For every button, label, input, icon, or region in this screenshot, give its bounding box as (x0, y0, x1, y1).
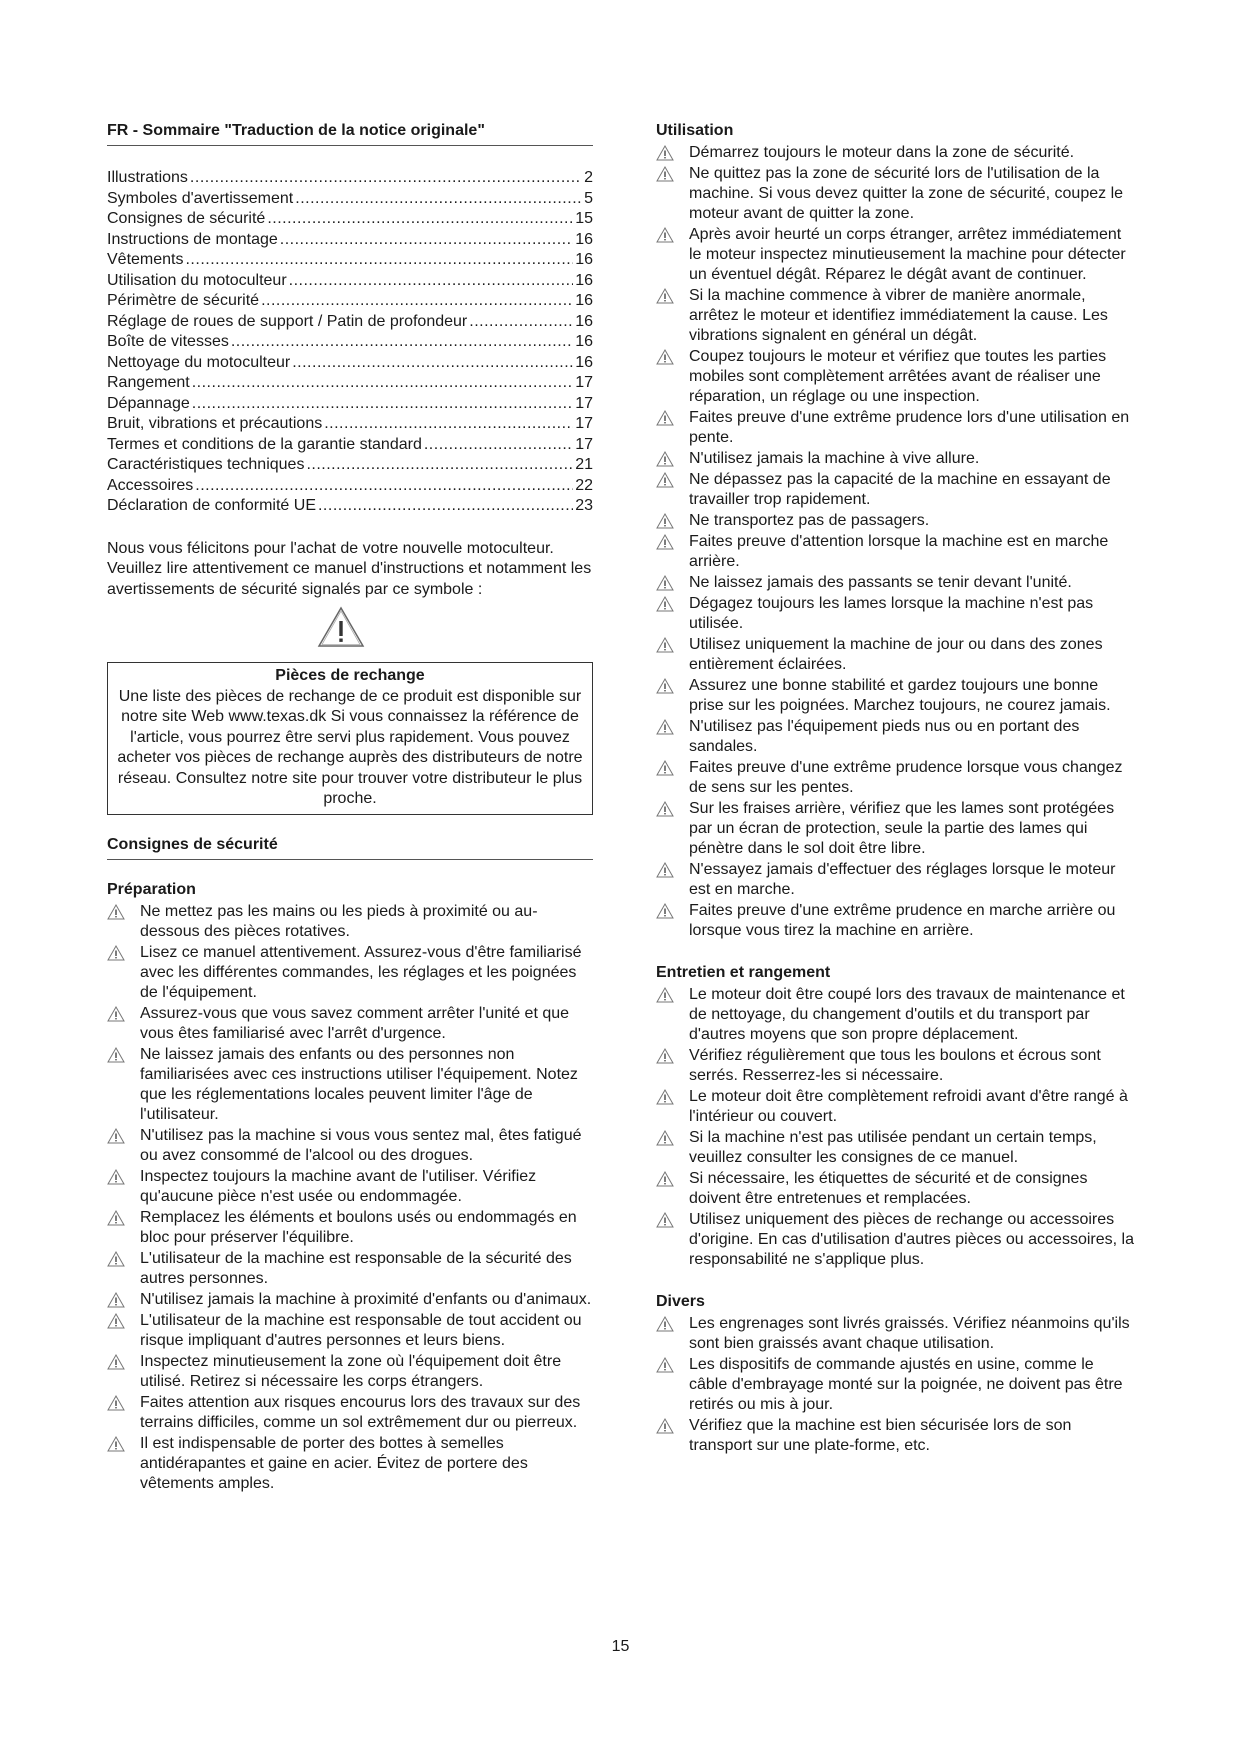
toc-entry-page: 2 (584, 169, 593, 186)
list-item: Faites preuve d'une extrême prudence lorsque vous changez de sens sur les pentes. (656, 758, 1136, 798)
preparation-title: Préparation (107, 880, 196, 898)
list-item: N'utilisez pas la machine si vous vous sentez mal, êtes fatigué ou avez consommé de l'alcool ou des drogues. (107, 1126, 593, 1166)
warning-icon (656, 449, 689, 469)
list-item: Il est indispensable de porter des bottes à semelles antidérapantes et gaine en acier. Évitez de portere des vêtements amples. (107, 1434, 593, 1494)
toc-entry[interactable] (107, 373, 593, 394)
toc-entry-label: Vêtements (107, 251, 184, 268)
warning-icon (656, 1210, 689, 1230)
list-item: Après avoir heurté un corps étranger, arrêtez immédiatement le moteur inspectez minutieusement la machine pour détecter un éventuel dégât. Réparez le dégât avant de continuer. (656, 225, 1136, 285)
toc-entry-page: 17 (575, 374, 593, 391)
list-item: Faites preuve d'une extrême prudence lors d'une utilisation en pente. (656, 408, 1136, 448)
list-item: N'utilisez jamais la machine à vive allure. (656, 449, 1136, 469)
list-item: Ne transportez pas de passagers. (656, 511, 1136, 531)
list-item: Si la machine commence à vibrer de manière anormale, arrêtez le moteur et identifiez immédiatement la cause. Les vibrations signalent en général un dégât. (656, 286, 1136, 346)
toc-entry-page: 15 (575, 210, 593, 227)
warning-icon (656, 1355, 689, 1375)
warning-icon (656, 532, 689, 552)
warning-icon (656, 799, 689, 819)
toc-entry[interactable] (107, 455, 593, 476)
warning-icon (107, 1208, 140, 1228)
warning-icon (656, 347, 689, 367)
list-item: N'utilisez pas l'équipement pieds nus ou en portant des sandales. (656, 717, 1136, 757)
warning-icon (107, 1352, 140, 1372)
list-item: Les dispositifs de commande ajustés en usine, comme le câble d'embrayage monté sur la poignée, ne doivent pas être retirés ou mis à jour. (656, 1355, 1136, 1415)
entretien-title: Entretien et rangement (656, 964, 831, 981)
list-item: Le moteur doit être complètement refroidi avant d'être rangé à l'intérieur ou couvert. (656, 1087, 1136, 1127)
divers-list (656, 1314, 1136, 1456)
warning-icon (107, 1126, 140, 1146)
toc-title: FR - Sommaire "Traduction de la notice originale" (107, 121, 593, 146)
warning-icon (656, 1416, 689, 1436)
toc-entry-label: Symboles d'avertissement (107, 189, 294, 207)
warning-icon (656, 717, 689, 737)
toc-entry-page: 16 (575, 312, 593, 330)
warning-icon (656, 164, 689, 184)
warning-icon (656, 635, 689, 655)
list-item: Faites attention aux risques encourus lors des travaux sur des terrains difficiles, comme un sol extrêmement dur ou pierreux. (107, 1393, 593, 1433)
warning-icon (656, 860, 689, 880)
toc-entry[interactable] (107, 168, 593, 189)
warning-icon (656, 1046, 689, 1066)
warning-icon (107, 1393, 140, 1413)
toc-entry-page: 16 (575, 251, 593, 268)
toc-entry-label: Nettoyage du motoculteur (107, 353, 291, 371)
list-item: Si la machine n'est pas utilisée pendant un certain temps, veuillez consulter les consignes de ce manuel. (656, 1128, 1136, 1168)
warning-icon (656, 573, 689, 593)
warning-icon (656, 1087, 689, 1107)
list-item: Ne quittez pas la zone de sécurité lors de l'utilisation de la machine. Si vous devez quitter la zone de sécurité, coupez le moteur avant de quitter la zone. (656, 164, 1136, 224)
list-item: Si nécessaire, les étiquettes de sécurité et de consignes doivent être entretenues et remplacées. (656, 1169, 1136, 1209)
toc-entry-page: 5 (584, 189, 593, 207)
warning-icon (107, 1311, 140, 1331)
list-item: N'essayez jamais d'effectuer des réglages lorsque le moteur est en marche. (656, 860, 1136, 900)
toc-entry-label: Périmètre de sécurité (107, 292, 260, 309)
toc-entry[interactable] (107, 332, 593, 353)
list-item: Lisez ce manuel attentivement. Assurez-vous d'être familiarisé avec les différentes commandes, les réglages et les poignées de l'équipement. (107, 943, 593, 1003)
toc-entry-page: 21 (575, 456, 593, 473)
table-of-contents (107, 168, 593, 517)
toc-entry-label: Dépannage (107, 394, 190, 412)
warning-icon (107, 1167, 140, 1187)
list-item: Le moteur doit être coupé lors des travaux de maintenance et de nettoyage, du changement d'outils et du transport par d'autres moyens que son propre déplacement. (656, 985, 1136, 1045)
toc-entry[interactable] (107, 230, 593, 251)
toc-entry[interactable] (107, 271, 593, 292)
toc-entry-page: 17 (575, 394, 593, 412)
warning-icon (656, 676, 689, 696)
toc-entry[interactable] (107, 394, 593, 415)
toc-entry[interactable] (107, 476, 593, 497)
list-item: L'utilisateur de la machine est responsable de tout accident ou risque impliquant d'autres personnes et leurs biens. (107, 1311, 593, 1351)
list-item: Vérifiez régulièrement que tous les boulons et écrous sont serrés. Resserrez-les si nécessaire. (656, 1046, 1136, 1086)
list-item: Dégagez toujours les lames lorsque la machine n'est pas utilisée. (656, 594, 1136, 634)
toc-entry-label: Instructions de montage (107, 230, 278, 248)
list-item: Sur les fraises arrière, vérifiez que les lames sont protégées par un écran de protection, seule la partie des lames qui pénètre dans le sol doit être libre. (656, 799, 1136, 859)
list-item: Remplacez les éléments et boulons usés ou endommagés en bloc pour préserver l'équilibre. (107, 1208, 593, 1248)
list-item: Utilisez uniquement la machine de jour ou dans des zones entièrement éclairées. (656, 635, 1136, 675)
utilisation-title: Utilisation (656, 122, 734, 139)
warning-icon (107, 1045, 140, 1065)
list-item: Démarrez toujours le moteur dans la zone de sécurité. (656, 143, 1136, 163)
toc-entry-page: 16 (575, 230, 593, 248)
toc-entry-label: Consignes de sécurité (107, 210, 266, 227)
warning-icon (656, 143, 689, 163)
warning-icon (656, 594, 689, 614)
warning-icon (107, 902, 140, 922)
warning-icon (107, 1434, 140, 1454)
list-item: Utilisez uniquement des pièces de rechange ou accessoires d'origine. En cas d'utilisation d'autres pièces ou accessoires, la responsabilité ne s'applique plus. (656, 1210, 1136, 1270)
toc-entry-page: 17 (575, 435, 593, 453)
spare-parts-text: Une liste des pièces de rechange de ce produit est disponible sur notre site Web www.texas.dk Si vous connaissez la référence de l'article, vous pourrez être servi plus rapidement. Vous pouvez acheter vos pièces de rechange auprès des distributeurs de notre réseau. Consultez notre site pour trouver votre distributeur le plus proche. (117, 687, 583, 807)
entretien-list (656, 985, 1136, 1270)
warning-icon (107, 1290, 140, 1310)
list-item: Inspectez minutieusement la zone où l'équipement doit être utilisé. Retirez si nécessaire les corps étrangers. (107, 1352, 593, 1392)
list-item: Ne dépassez pas la capacité de la machine en essayant de travailler trop rapidement. (656, 470, 1136, 510)
list-item: Ne laissez jamais des enfants ou des personnes non familiarisées avec ces instructions utiliser l'équipement. Notez que les réglementations locales peuvent limiter l'âge de l'utilisateur. (107, 1045, 593, 1125)
toc-entry-label: Termes et conditions de la garantie standard (107, 435, 422, 453)
toc-entry[interactable] (107, 414, 593, 435)
warning-icon (107, 943, 140, 963)
warning-icon (656, 1169, 689, 1189)
toc-entry-page: 17 (575, 415, 593, 432)
warning-icon (656, 511, 689, 531)
toc-entry[interactable] (107, 496, 593, 517)
warning-icon (107, 1004, 140, 1024)
list-item: L'utilisateur de la machine est responsable de la sécurité des autres personnes. (107, 1249, 593, 1289)
toc-entry[interactable] (107, 189, 593, 210)
list-item: Vérifiez que la machine est bien sécurisée lors de son transport sur une plate-forme, etc. (656, 1416, 1136, 1456)
page-number: 15 (611, 1638, 630, 1655)
toc-entry[interactable] (107, 353, 593, 374)
list-item: Faites preuve d'une extrême prudence en marche arrière ou lorsque vous tirez la machine en arrière. (656, 901, 1136, 941)
warning-icon (656, 758, 689, 778)
toc-entry[interactable] (107, 209, 593, 230)
list-item: Ne laissez jamais des passants se tenir devant l'unité. (656, 573, 1136, 593)
list-item: Faites preuve d'attention lorsque la machine est en marche arrière. (656, 532, 1136, 572)
utilisation-list (656, 143, 1136, 941)
divers-title: Divers (656, 1293, 705, 1310)
toc-entry-page: 22 (575, 476, 593, 494)
list-item: Assurez-vous que vous savez comment arrêter l'unité et que vous êtes familiarisé avec l'arrêt d'urgence. (107, 1004, 593, 1044)
toc-entry-page: 16 (575, 353, 593, 371)
list-item: Assurez une bonne stabilité et gardez toujours une bonne prise sur les poignées. Marchez toujours, ne courez jamais. (656, 676, 1136, 716)
list-item: Inspectez toujours la machine avant de l'utiliser. Vérifiez qu'aucune pièce n'est usée ou endommagée. (107, 1167, 593, 1207)
warning-icon (656, 1314, 689, 1334)
left-column (107, 121, 593, 1495)
spare-parts-title: Pièces de rechange (275, 667, 425, 684)
warning-icon (656, 470, 689, 490)
list-item: Coupez toujours le moteur et vérifiez que toutes les parties mobiles sont complètement arrêtées avant de réaliser une réparation, un réglage ou une inspection. (656, 347, 1136, 407)
toc-entry-label: Utilisation du motoculteur (107, 271, 287, 289)
toc-entry[interactable] (107, 250, 593, 271)
toc-entry-label: Rangement (107, 374, 190, 391)
toc-entry-label: Accessoires (107, 476, 194, 494)
list-item: N'utilisez jamais la machine à proximité d'enfants ou d'animaux. (107, 1290, 593, 1310)
toc-entry-label: Boîte de vitesses (107, 333, 229, 350)
warning-icon (656, 286, 689, 306)
right-column (656, 121, 1136, 1457)
toc-entry-page: 23 (575, 497, 593, 514)
toc-entry-label: Caractéristiques techniques (107, 456, 305, 473)
warning-icon (656, 1128, 689, 1148)
toc-entry[interactable] (107, 312, 593, 333)
toc-entry[interactable] (107, 291, 593, 312)
warning-icon (107, 1249, 140, 1269)
list-item: Ne mettez pas les mains ou les pieds à proximité ou au-dessous des pièces rotatives. (107, 902, 593, 942)
toc-entry[interactable] (107, 435, 593, 456)
toc-entry-page: 16 (575, 292, 593, 309)
intro-paragraph: Nous vous félicitons pour l'achat de votre nouvelle motoculteur. Veuillez lire attentivement ce manuel d'instructions et notamment les avertissements de sécurité signalés par ce symbole : (107, 539, 592, 598)
toc-entry-page: 16 (575, 333, 593, 350)
toc-entry-label: Bruit, vibrations et précautions (107, 415, 323, 432)
list-item: Les engrenages sont livrés graissés. Vérifiez néanmoins qu'ils sont bien graissés avant chaque utilisation. (656, 1314, 1136, 1354)
spare-parts-box (107, 662, 593, 815)
toc-entry-page: 16 (575, 271, 593, 289)
safety-title: Consignes de sécurité (107, 835, 593, 860)
warning-triangle-icon (317, 606, 365, 648)
warning-icon (656, 985, 689, 1005)
warning-icon (656, 901, 689, 921)
warning-icon (656, 225, 689, 245)
toc-entry-label: Réglage de roues de support / Patin de profondeur (107, 312, 468, 330)
warning-icon (656, 408, 689, 428)
toc-entry-label: Illustrations (107, 169, 188, 186)
toc-entry-label: Déclaration de conformité UE (107, 497, 316, 514)
preparation-list (107, 902, 593, 1494)
